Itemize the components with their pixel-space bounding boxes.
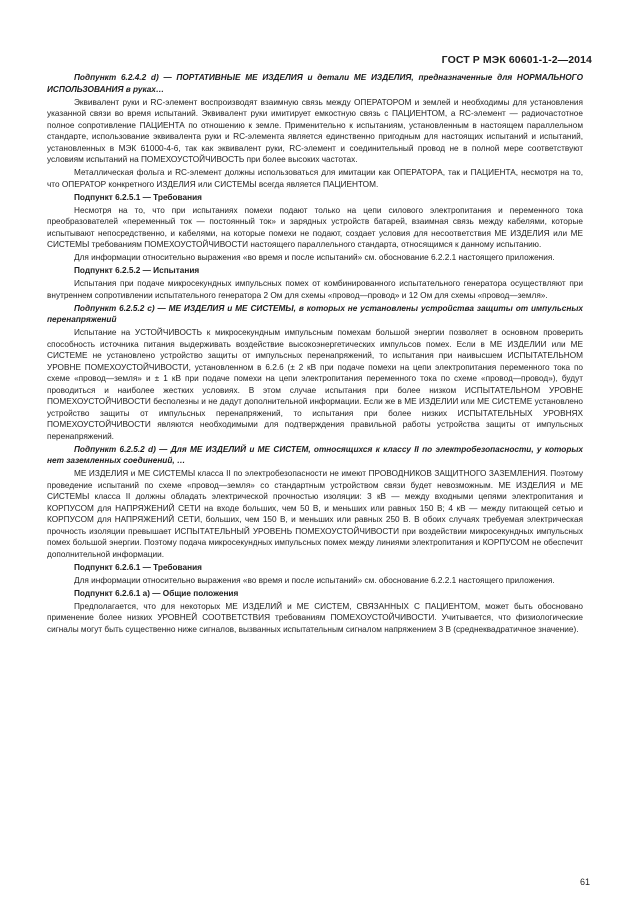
amendment-heading: Подпункт 6.2.5.2 d) — Для МЕ ИЗДЕЛИЙ и МЕ СИСТЕМ, относящихся к классу II по электробезопасности, у которых нет заземленных соединений, … <box>47 444 583 465</box>
paragraph: Эквивалент руки и RC-элемент воспроизводят взаимную связь между ОПЕРАТОРОМ и землей и необходимы для установления указанной связи во время испытаний. Эквивалент руки имитирует емкостную связь с ПАЦИЕНТОМ, а RC-элемент — радиочастотное полное сопротивление ПАЦИЕНТА по отношению к земле. Применительно к испытаниям, установленным в настоящем параллельном стандарте, использование эквивалента руки и RC-элемента является единственно пригодным для настоящих испытаний и испытаний, установленных в МЭК 61000-4-6, так как эквивалент руки, RC-элемент и соединительный провод не в полной мере соответствуют условиям испытаний на ПОМЕХОУСТОЙЧИВОСТЬ при более высоких частотах. <box>47 97 583 164</box>
paragraph: Испытание на УСТОЙЧИВОСТЬ к микросекундным импульсным помехам большой энергии позволяет в основном проверить способность источника питания выдерживать воздействие высокоэнергетических импульсов помех. Если в МЕ ИЗДЕЛИИ или МЕ СИСТЕМЕ не установлено устройство защиты от импульсных перенапряжений, то испытания при наивысшем ИСПЫТАТЕЛЬНОМ УРОВНЕ ПОМЕХОУСТОЙЧИВОСТИ, установленном в 6.2.6 (± 2 кВ при подаче помехи на цепи электропитания переменного тока по схеме «провод—земля» и ± 1 кВ при подаче помехи на цепи электропитания переменного тока по схеме «провод—провод»), будут проводиться и наиболее жестких условиях. В этом случае испытания при более низком ИСПЫТАТЕЛЬНОМ УРОВНЕ ПОМЕХОУСТОЙЧИВОСТИ бесполезны и не дадут дополнительной информации. Если же в МЕ ИЗДЕЛИИ или МЕ СИСТЕМЕ установлено устройство защиты от импульсных перенапряжений, то испытания при более низких ИСПЫТАТЕЛЬНЫХ УРОВНЯХ ПОМЕХОУСТОЙЧИВОСТИ являются необходимыми для подтверждения правильной работы устройства защиты от импульсных перенапряжений. <box>47 328 583 441</box>
document-header-standard: ГОСТ Р МЭК 60601-1-2—2014 <box>441 54 592 66</box>
paragraph: Для информации относительно выражения «во время и после испытаний» см. обоснование 6.2.2.1 настоящего приложения. <box>74 575 555 585</box>
page-number: 61 <box>579 877 590 887</box>
subclause-heading: Подпункт 6.2.6.1 a) — Общие положения <box>74 588 239 598</box>
subclause-heading: Подпункт 6.2.5.1 — Требования <box>74 192 202 202</box>
amendment-heading: Подпункт 6.2.4.2 d) — ПОРТАТИВНЫЕ МЕ ИЗДЕЛИЯ и детали МЕ ИЗДЕЛИЯ, предназначенные для НОРМАЛЬНОГО ИСПОЛЬЗОВАНИЯ в руках… <box>47 73 583 94</box>
document-body <box>47 72 583 637</box>
paragraph: Несмотря на то, что при испытаниях помехи подают только на цепи силового электропитания и переменного тока преобразователей «переменный ток — постоянный ток» и зарядных устройств батарей, взаимная связь между кабелями, которые испытывают непосредственно, и кабелями, на которые помехи не подают, создает условия для несоответствия МЕ ИЗДЕЛИЯ или МЕ СИСТЕМЫ требованиям ПОМЕХОУСТОЙЧИВОСТИ настоящего параллельного стандарта, относящимся к данному испытанию. <box>47 205 583 249</box>
amendment-heading: Подпункт 6.2.5.2 c) — МЕ ИЗДЕЛИЯ и МЕ СИСТЕМЫ, в которых не установлены устройства защиты от импульсных перенапряжений <box>47 303 583 324</box>
subclause-heading: Подпункт 6.2.6.1 — Требования <box>74 562 202 572</box>
subclause-heading: Подпункт 6.2.5.2 — Испытания <box>74 266 200 275</box>
paragraph: Испытания при подаче микросекундных импульсных помех от комбинированного испытательного генератора осуществляют при внутреннем сопротивлении испытательного генератора 2 Ом для схемы «провод—провод» и 12 Ом для схемы «провод—земля». <box>47 279 583 300</box>
paragraph: Для информации относительно выражения «во время и после испытаний» см. обоснование 6.2.2.1 настоящего приложения. <box>74 253 555 262</box>
paragraph: МЕ ИЗДЕЛИЯ и МЕ СИСТЕМЫ класса II по электробезопасности не имеют ПРОВОДНИКОВ ЗАЩИТНОГО ЗАЗЕМЛЕНИЯ. Поэтому проведение испытаний по схеме «провод—земля» со стандартным устройством связи будет невозможным. МЕ ИЗДЕЛИЯ и МЕ СИСТЕМЫ класса II должны обладать электрической прочностью изоляции: 3 кВ — между входными цепями электропитания и КОРПУСОМ для НАПРЯЖЕНИЙ СЕТИ на входе больших, чем 50 В, и меньших или равных 150 В; 4 кВ — между питающей сетью и КОРПУСОМ для НАПРЯЖЕНИЙ СЕТИ, больших, чем 150 В, и меньших или равных 250 В. В обоих случаях требуемая электрическая прочность изоляции превышает ИСПЫТАТЕЛЬНЫЙ УРОВЕНЬ ПОМЕХОУСТОЙЧИВОСТИ при воздействии микросекундных импульсных помех большой энергии. Поэтому подача микросекундных импульсных помех между линиями электропитания и КОРПУСОМ не обеспечит дополнительной информации. <box>47 469 583 559</box>
paragraph: Предполагается, что для некоторых МЕ ИЗДЕЛИЙ и МЕ СИСТЕМ, СВЯЗАННЫХ С ПАЦИЕНТОМ, может быть обосновано применение более низких УРОВНЕЙ СООТВЕТСТВИЯ требованиям ПОМЕХОУСТОЙЧИВОСТИ. Учитывается, что физиологические сигналы могут быть существенно ниже сигналов, вызванных испытательным сигналом напряжением 3 В (среднеквадратичное значение). <box>47 601 583 634</box>
paragraph: Металлическая фольга и RC-элемент должны использоваться для имитации как ОПЕРАТОРА, так и ПАЦИЕНТА, несмотря на то, что ОПЕРАТОР конкретного ИЗДЕЛИЯ или СИСТЕМЫ всегда является ПАЦИЕНТОМ. <box>47 168 583 189</box>
